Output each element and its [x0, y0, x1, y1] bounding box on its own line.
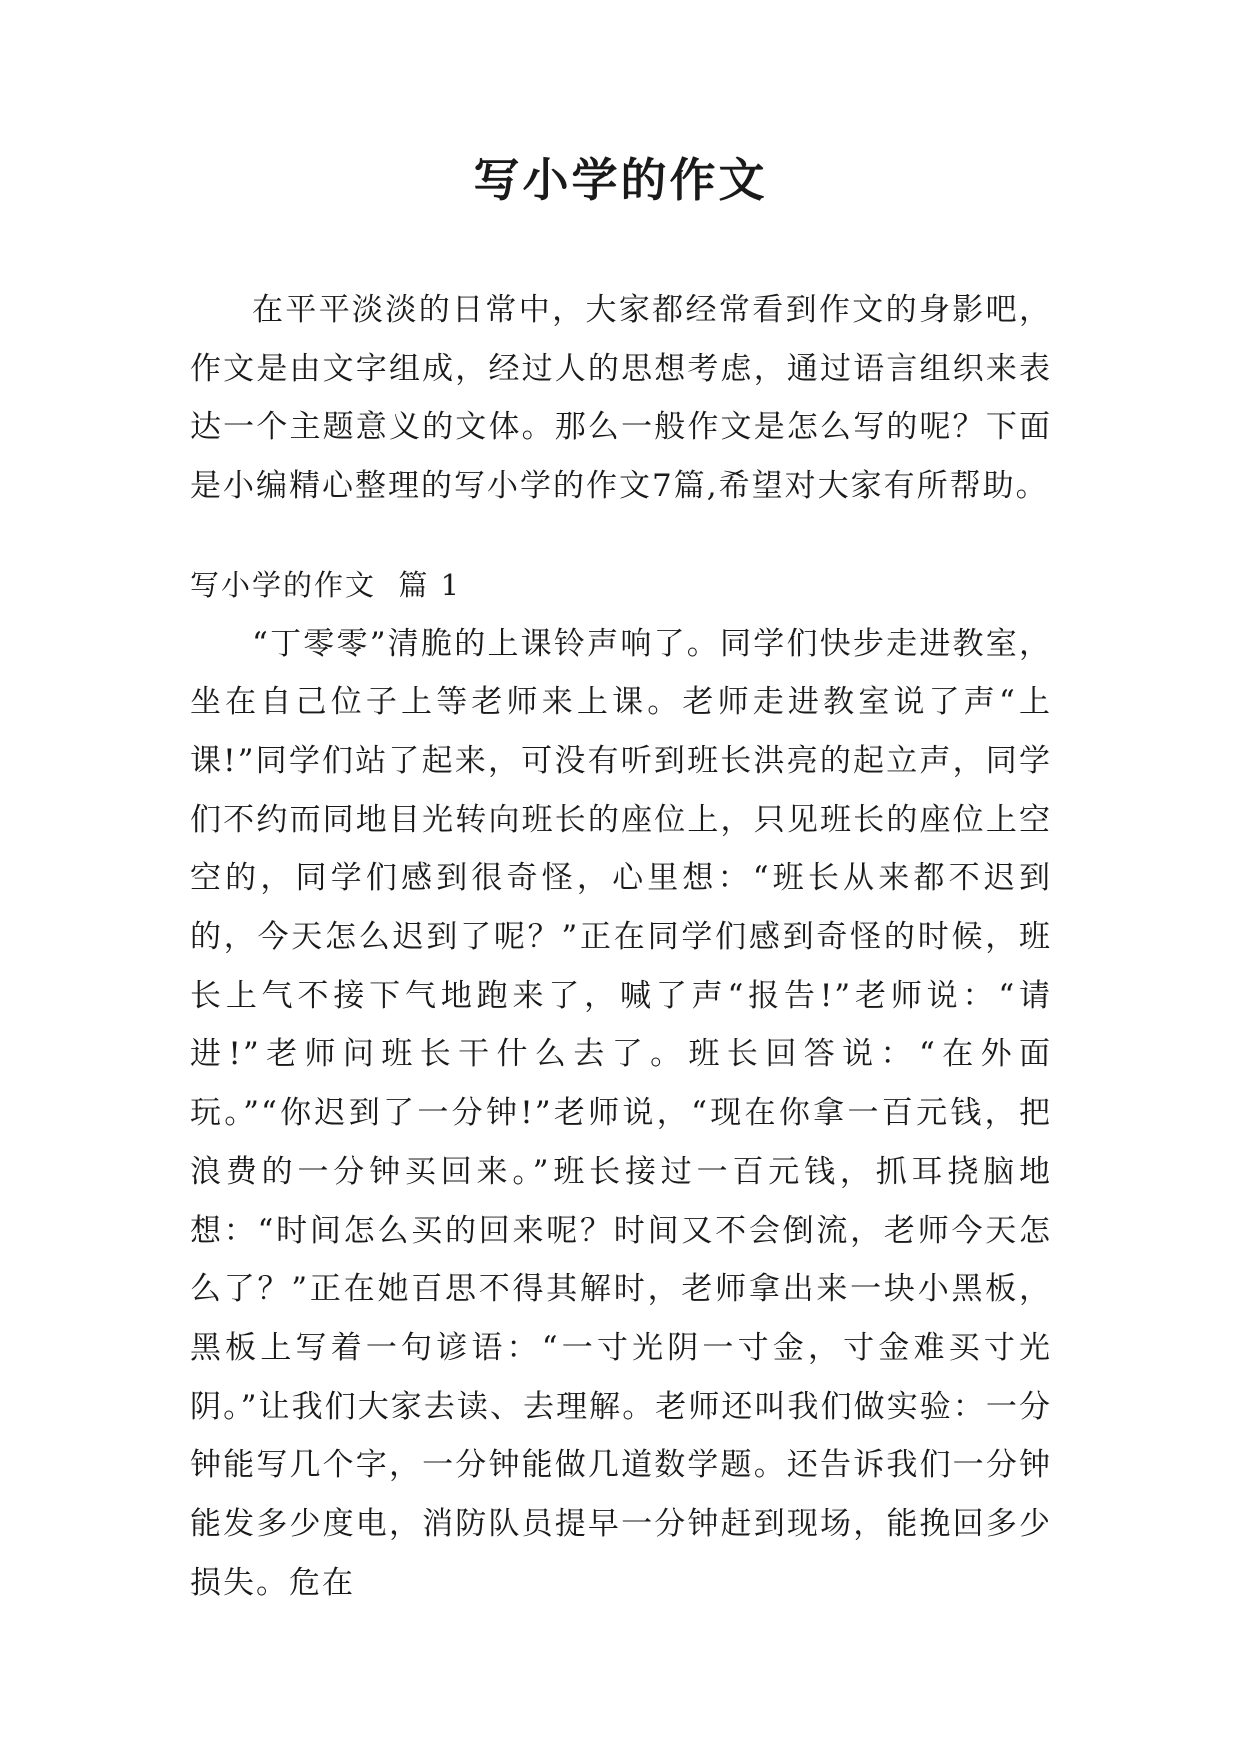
section-spacer	[190, 516, 1052, 556]
document-content	[190, 281, 1052, 1612]
document-title: 写小学的作文	[473, 153, 768, 207]
section-heading: 写小学的作文 篇 1	[190, 567, 462, 602]
intro-paragraph: 在平平淡淡的日常中，大家都经常看到作文的身影吧，作文是由文字组成，经过人的思想考虑，通过语言组织来表达一个主题意义的文体。那么一般作文是怎么写的呢？下面是小编精心整理的写小学的作文7篇,希望对大家有所帮助。	[190, 292, 1052, 505]
section-body-paragraph: “丁零零”清脆的上课铃声响了。同学们快步走进教室，坐在自己位子上等老师来上课。老师走进教室说了声“上课!”同学们站了起来，可没有听到班长洪亮的起立声，同学们不约而同地目光转向班长的座位上，只见班长的座位上空空的，同学们感到很奇怪，心里想：“班长从来都不迟到的，今天怎么迟到了呢？”正在同学们感到奇怪的时候，班长上气不接下气地跑来了，喊了声“报告!”老师说：“请进!”老师问班长干什么去了。班长回答说：“在外面玩。”“你迟到了一分钟!”老师说，“现在你拿一百元钱，把浪费的一分钟买回来。”班长接过一百元钱，抓耳挠脑地想：“时间怎么买的回来呢？时间又不会倒流，老师今天怎么了？”正在她百思不得其解时，老师拿出来一块小黑板，黑板上写着一句谚语：“一寸光阴一寸金，寸金难买寸光阴。”让我们大家去读、去理解。老师还叫我们做实验：一分钟能写几个字，一分钟能做几道数学题。还告诉我们一分钟能发多少度电，消防队员提早一分钟赶到现场，能挽回多少损失。危在	[190, 625, 1052, 1601]
